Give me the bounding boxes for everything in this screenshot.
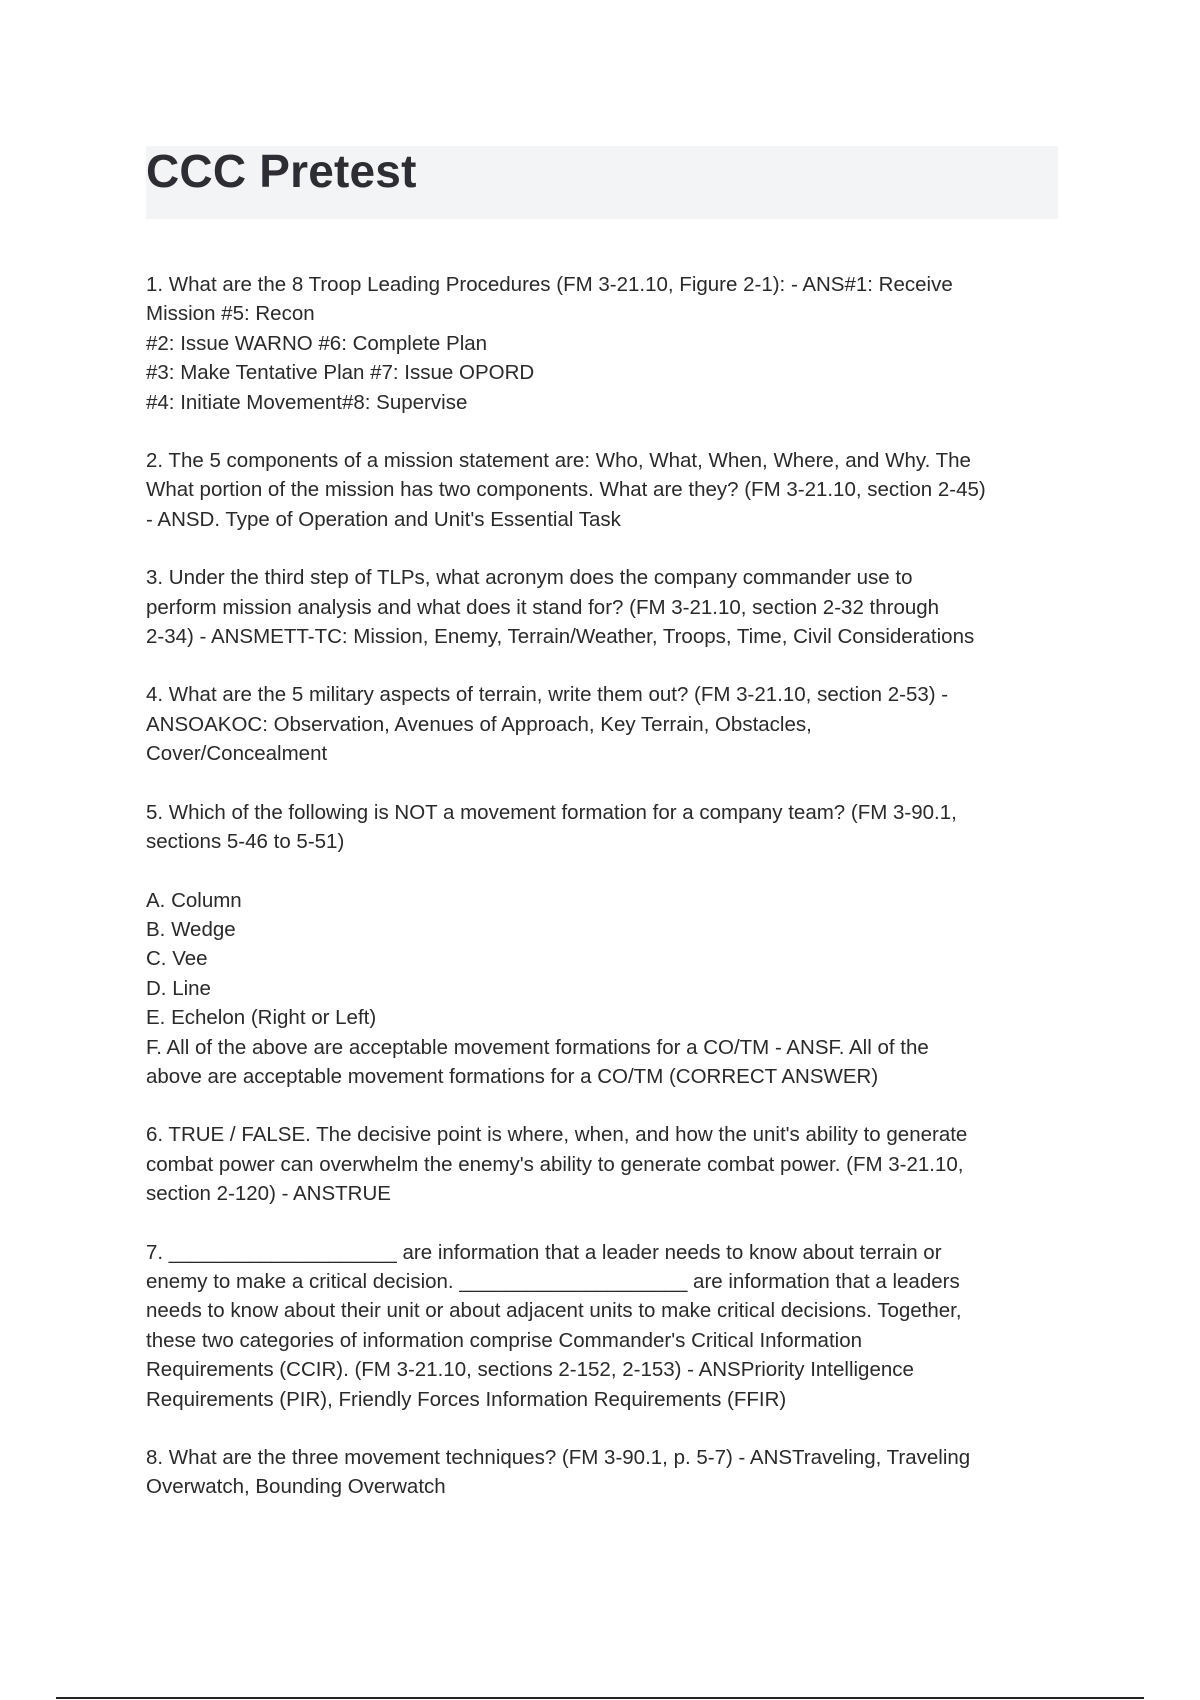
question-block: [146, 680, 1066, 768]
question-block: [146, 563, 1066, 651]
text-line: 1. What are the 8 Troop Leading Procedures (FM 3-21.10, Figure 2-1): - ANS#1: Receive: [146, 273, 953, 296]
text-line: enemy to make a critical decision. ____________________ are information that a leaders: [146, 1269, 960, 1293]
text-line: 7. ____________________ are information that a leader needs to know about terrain or: [146, 1240, 942, 1264]
text-line: #4: Initiate Movement#8: Supervise: [146, 390, 468, 414]
text-line: D. Line: [146, 976, 211, 1000]
question-block: [146, 1120, 1066, 1208]
text-line: #3: Make Tentative Plan #7: Issue OPORD: [146, 361, 535, 385]
question-block: [146, 798, 1066, 857]
text-line: #2: Issue WARNO #6: Complete Plan: [146, 331, 488, 355]
text-line: combat power can overwhelm the enemy's ability to generate combat power. (FM 3-21.10,: [146, 1152, 964, 1176]
text-line: C. Vee: [146, 947, 208, 971]
text-line: Requirements (PIR), Friendly Forces Information Requirements (FFIR): [146, 1387, 787, 1411]
text-line: Mission #5: Recon: [146, 302, 315, 326]
text-line: E. Echelon (Right or Left): [146, 1006, 377, 1030]
text-line: Overwatch, Bounding Overwatch: [146, 1475, 446, 1499]
text-line: above are acceptable movement formations for a CO/TM (CORRECT ANSWER): [146, 1064, 879, 1088]
question-block: [146, 270, 1066, 417]
question-block: [146, 1238, 1066, 1414]
text-line: ANSOAKOC: Observation, Avenues of Approach, Key Terrain, Obstacles,: [146, 712, 812, 736]
text-line: What portion of the mission has two components. What are they? (FM 3-21.10, section 2-45): [146, 478, 986, 502]
text-line: these two categories of information comprise Commander's Critical Information: [146, 1328, 863, 1352]
question-block: [146, 1443, 1066, 1502]
text-line: sections 5-46 to 5-51): [146, 830, 345, 854]
text-line: 2. The 5 components of a mission statement are: Who, What, When, Where, and Why. The: [146, 449, 971, 473]
document-body: [146, 270, 1066, 1531]
page-title: CCC Pretest: [146, 145, 417, 197]
text-line: 8. What are the three movement techniques? (FM 3-90.1, p. 5-7) - ANSTraveling, Traveling: [146, 1446, 971, 1469]
text-line: needs to know about their unit or about adjacent units to make critical decisions. Together,: [146, 1299, 962, 1323]
text-line: 4. What are the 5 military aspects of terrain, write them out? (FM 3-21.10, section 2-53) -: [146, 683, 949, 707]
text-line: F. All of the above are acceptable movement formations for a CO/TM - ANSF. All of the: [146, 1035, 929, 1059]
text-line: Cover/Concealment: [146, 742, 328, 766]
text-line: 5. Which of the following is NOT a movement formation for a company team? (FM 3-90.1,: [146, 800, 957, 824]
question-block: [146, 446, 1066, 534]
text-line: perform mission analysis and what does it stand for? (FM 3-21.10, section 2-32 through: [146, 595, 940, 619]
footer-divider: [56, 1697, 1144, 1699]
text-line: B. Wedge: [146, 917, 236, 941]
text-line: Requirements (CCIR). (FM 3-21.10, sections 2-152, 2-153) - ANSPriority Intelligence: [146, 1358, 914, 1382]
text-line: A. Column: [146, 888, 242, 912]
text-line: 3. Under the third step of TLPs, what acronym does the company commander use to: [146, 566, 913, 590]
text-line: 2-34) - ANSMETT-TC: Mission, Enemy, Terrain/Weather, Troops, Time, Civil Considerations: [146, 625, 975, 649]
text-line: 6. TRUE / FALSE. The decisive point is where, when, and how the unit's ability to generate: [146, 1123, 968, 1147]
question-block: [146, 886, 1066, 1092]
text-line: - ANSD. Type of Operation and Unit's Essential Task: [146, 507, 621, 531]
text-line: section 2-120) - ANSTRUE: [146, 1182, 391, 1206]
